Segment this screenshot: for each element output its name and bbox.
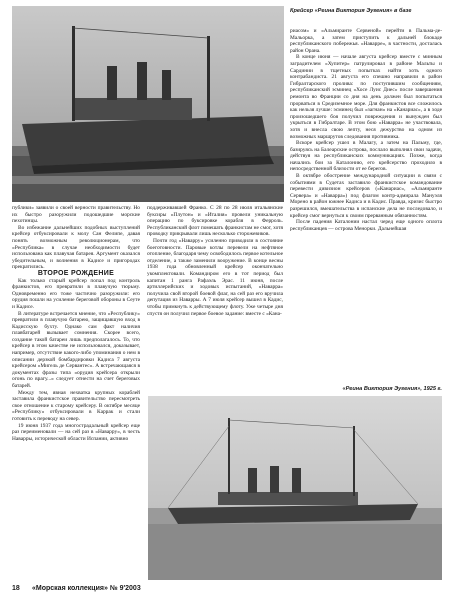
caption-bottom-text: «Реина Виктория Эугения», 1925 г. [342,386,442,392]
col3-paragraph-5: После падения Каталонии настал черед еще одного оплота республиканцев — острова Менорки. Дальнейшая [290,219,442,232]
col3-paragraph-2: В конце июня — начале августа крейсер вместе с минным заградителем «Хупитер» патрулировал в районе Мальты и Сардинии в тщетных попытках найти хоть одного контрабандиста. 21 августа его спешно направили в район Гибралтарского пролива: по поступившим сообщениям, республиканский эсминец «Хосе Луис Диес» после завершения ремонта во Франции со дня на день должен был попытаться прорваться в Средиземное море. Для франкистов все сложилось как нельзя лучше: эсминец был «загнан» на «Канариас», а в ходе произошедшего боя получил повреждения и вынужден был укрыться в Гибралтаре. В этом бою «Наварра» не участвовала, хотя и внесла свою лепту, неся дежурство на одном из возможных маршрутов следования противника. [290,54,442,140]
col3-paragraph-3: Вскоре крейсер ушел в Малагу, а затем на Пальму, где, базируясь на Балеарские острова, послало выполнял свои задачи, действуя на республиканских коммуникациях. Позже, когда начались бои за Каталонию, его крейсерство проходило в непосредственной близости от ее берегов. [290,140,442,173]
col1-paragraph-5: Между тем, явная нехватка крупных кораблей заставила франкистское правительство пересмотреть свое отношение к старому крейсеру. В октябре месяце «Республику» отбуксировали в Каррак и стали готовить к переводу на север. [12,389,140,422]
column-2 [147,205,283,317]
col3-paragraph-1: риасом» и «Альмиранте Сервеной» перейти в Пальма-де-Мальорка, а затем приступить к дальней блокаде республиканского побережья. «Наварре», в частности, досталась район Орана. [290,28,442,54]
page-number: 18 [12,585,20,592]
col3-paragraph-4: В октябре обострение международной ситуации в связи с событиями в Судетах заставило франкистское командование перевести дивизион крейсеров («Канариас», «Альмиранте Сервера» и «Наварра») под флагом контр-адмирала Мануэля Морено в район южнее Кадиса и в Кадис. Правда, кризис быстро разрешился, вмешательства в испанские дела не последовало, и крейсер смог вернуться к своим прерванным обязанностям. [290,173,442,219]
col1-paragraph-2: Во избежание дальнейших подобных выступлений крейсер отбуксировали к молу Сан Фелипе, давая понять возможным революционерам, что «Республика» в случае необходимости будет использована как плавучая батарея. Аргумент оказался убедительным, и волнения в Кадисе и пригородах прекратились. [12,224,140,271]
col1-paragraph-4: В литературе встречается мнение, что «Республику» превратили в плавучую батарею, защищавшую вход в Кадисскую бухту. Однако сам факт наличия плавбатарей вызывает сомнения. Скорее всего, создание такой батареи лишь предполагалось. То, что крейсер в этом качестве не использовался, доказывает, например, отсутствие какого-либо упоминания о нем в описании дерзкой бомбардировки Кадиса 7 августа крейсером «Мигель де Сервантес». А встречающаяся в документах фразы типа «орудия крейсера открыли огонь по врагу...» следует отнести на счет береговых батарей. [12,310,140,390]
column-1 [12,205,140,442]
top-photo-cruiser-at-base [12,6,284,202]
col1-paragraph-3: Как только старый крейсер попал под контроль франкистов, его превратили в плавучую тюрьму. Одновременно его тоже частично разоружили: его орудия пошли на усиление береговой обороны в Сеуте и Кадисе. [12,277,140,310]
caption-bottom-photo [290,386,442,393]
caption-top-photo [290,8,442,15]
bottom-photo-cruiser-1925 [148,396,442,580]
col2-paragraph-2: Почти год «Наварру» усиленно приводили в состояние боеготовности. Паровые котлы перевели на нефтяное отопление, благодаря чему освободилось первое котельное отделение, а также заменили вооружение. В конце весны 1938 года обновленный крейсер окончательно укомплектовали. Командиром его в тот период был капитан 1 ранга Рафаэль Эрас. 11 июня, после артиллерийских и ходовых испытаний, «Наварра» получила свой второй боевой флаг, на сей раз его вручила депутация из Наварры. А 7 июля крейсер вышел в Кадис, чтобы примкнуть к действующему флоту. Уже четыре дня спустя он получил первое боевое задание: вместе с «Кана- [147,237,283,317]
col2-paragraph-1: поддерживавшей Франко. С 28 по 28 июля итальянские буксиры «Плутон» и «Италия» провели уникальную операцию по буксировке корабля в Ферроль. Республиканский флот помешать франкистам не смог, хотя проводку прикрывали лишь несколько сторожевиков. [147,205,283,238]
caption-top-text: Крейсер «Реина Виктория Эугения» в базе [290,8,412,14]
column-3 [290,28,442,232]
magazine-title: «Морская коллекция» № 9'2003 [32,585,141,592]
col1-paragraph-6: 19 июня 1937 года многострадальный крейсер еще раз переименовали — на сей раз в «Наварру», в честь Наварры, исторической области Испании, активно [12,422,140,442]
col1-paragraph-1: публики» заявили о своей верности правительству. Но их быстро разоружили подошедшие морские пехотинцы. [12,205,140,225]
section-heading: ВТОРОЕ РОЖДЕНИЕ [37,269,115,277]
